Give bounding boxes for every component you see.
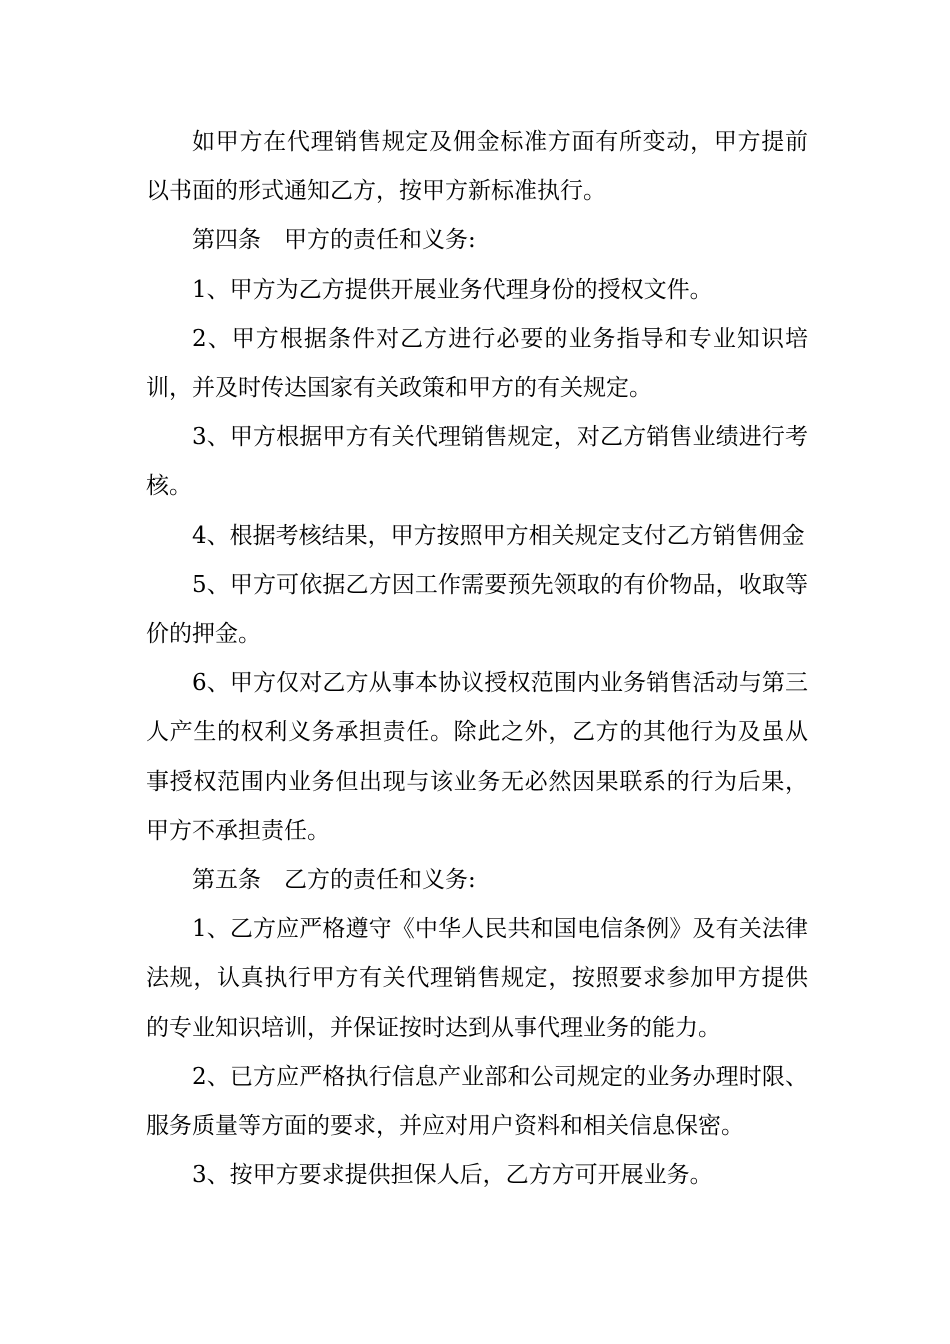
article-four-item-5: 5、甲方可依据乙方因工作需要预先领取的有价物品，收取等价的押金。	[146, 571, 808, 648]
article-five-heading: 第五条 乙方的责任和义务:	[192, 867, 476, 894]
article-five-item-2: 2、已方应严格执行信息产业部和公司规定的业务办理时限、服务质量等方面的要求，并应对用户资料和相关信息保密。	[146, 1063, 808, 1140]
article-four-item-1: 1、甲方为乙方提供开展业务代理身份的授权文件。	[192, 276, 713, 303]
article-four-item-4: 4、根据考核结果，甲方按照甲方相关规定支付乙方销售佣金	[192, 522, 805, 549]
paragraph-commission-change: 如甲方在代理销售规定及佣金标准方面有所变动，甲方提前以书面的形式通知乙方，按甲方新标准执行。	[146, 129, 808, 205]
article-four-item-2: 2、甲方根据条件对乙方进行必要的业务指导和专业知识培训，并及时传达国家有关政策和甲方的有关规定。	[146, 325, 808, 402]
article-five-item-1: 1、乙方应严格遵守《中华人民共和国电信条例》及有关法律法规，认真执行甲方有关代理销售规定，按照要求参加甲方提供的专业知识培训，并保证按时达到从事代理业务的能力。	[146, 916, 808, 1041]
document-body	[146, 118, 808, 1200]
article-five-item-3: 3、按甲方要求提供担保人后，乙方方可开展业务。	[192, 1162, 713, 1189]
article-four-item-3: 3、甲方根据甲方有关代理销售规定，对乙方销售业绩进行考核。	[146, 424, 808, 500]
article-four-heading: 第四条 甲方的责任和义务:	[192, 227, 476, 254]
article-four-item-6: 6、甲方仅对乙方从事本协议授权范围内业务销售活动与第三人产生的权利义务承担责任。除此之外，乙方的其他行为及虽从事授权范围内业务但出现与该业务无必然因果联系的行为后果，甲方不承担责任。	[146, 670, 808, 844]
